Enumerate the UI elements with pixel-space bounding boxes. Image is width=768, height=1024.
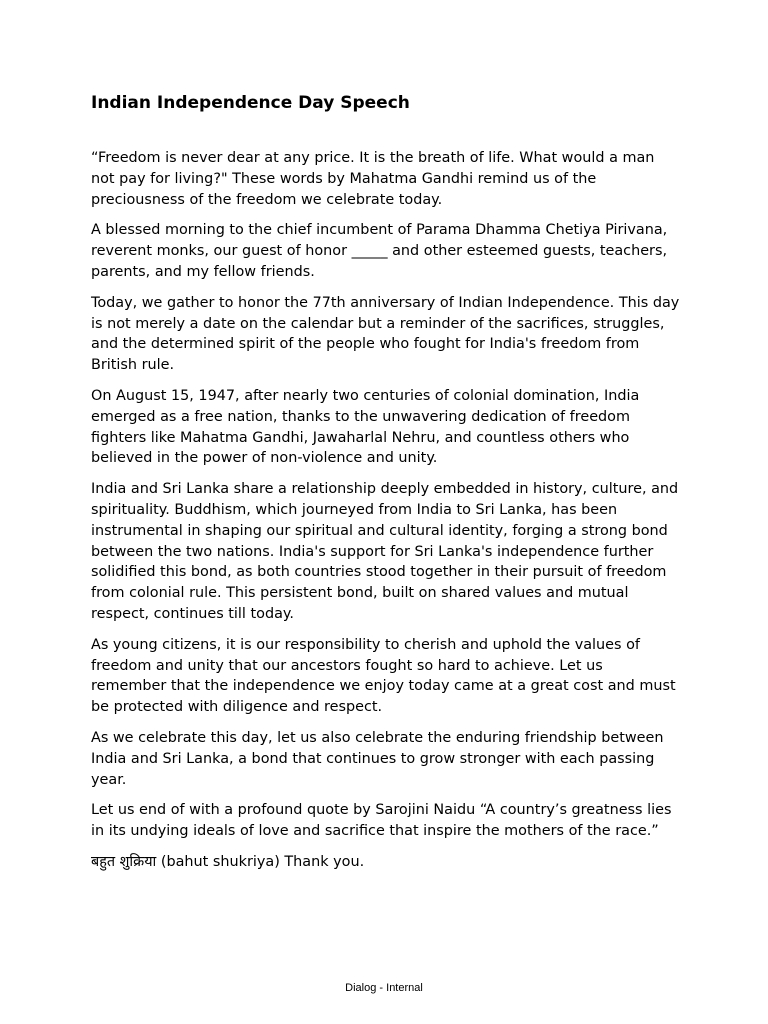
paragraph-gandhi-quote: “Freedom is never dear at any price. It is the breath of life. What would a man not pay for living?" These words by Mahatma Gandhi remind us of the preciousness of the freedom we celebrate today.: [91, 150, 655, 208]
paragraph-friendship: As we celebrate this day, let us also celebrate the enduring friendship between India and Sri Lanka, a bond that continues to grow stronger with each passing year.: [91, 729, 664, 788]
paragraph-responsibility: As young citizens, it is our responsibility to cherish and uphold the values of freedom and unity that our ancestors fought so hard to achieve. Let us remember that the independence we enjoy today came at a great cost and must be protected with diligence and respect.: [91, 636, 676, 716]
paragraph-thank-you: बहुत शुक्रिया (bahut shukriya) Thank you.: [91, 853, 365, 870]
paragraph-history: On August 15, 1947, after nearly two centuries of colonial domination, India emerged as a free nation, thanks to the unwavering dedication of freedom fighters like Mahatma Gandhi, Jawaharlal Nehru, and countless others who believed in the power of non-violence and unity.: [91, 387, 640, 467]
document-title: Indian Independence Day Speech: [91, 93, 410, 113]
footer-classification-label: Dialog - Internal: [345, 982, 423, 994]
paragraph-naidu-quote: Let us end of with a profound quote by Sarojini Naidu “A country’s greatness lies in its undying ideals of love and sacrifice that inspire the mothers of the race.”: [91, 802, 672, 840]
paragraph-greeting: A blessed morning to the chief incumbent of Parama Dhamma Chetiya Pirivana, reverent monks, our guest of honor _____ and other esteemed guests, teachers, parents, and my fellow friends.: [91, 222, 668, 280]
document-page: [91, 92, 681, 883]
paragraph-anniversary: Today, we gather to honor the 77th anniversary of Indian Independence. This day is not merely a date on the calendar but a reminder of the sacrifices, struggles, and the determined spirit of the people who fought for India's freedom from British rule.: [91, 294, 680, 374]
paragraph-india-sri-lanka: India and Sri Lanka share a relationship deeply embedded in history, culture, and spirituality. Buddhism, which journeyed from India to Sri Lanka, has been instrumental in shaping our spiritual and cultural identity, forging a strong bond between the two nations. India's support for Sri Lanka's independence further solidified this bond, as both countries stood together in their pursuit of freedom from colonial rule. This persistent bond, built on shared values and mutual respect, continues till today.: [91, 481, 679, 622]
